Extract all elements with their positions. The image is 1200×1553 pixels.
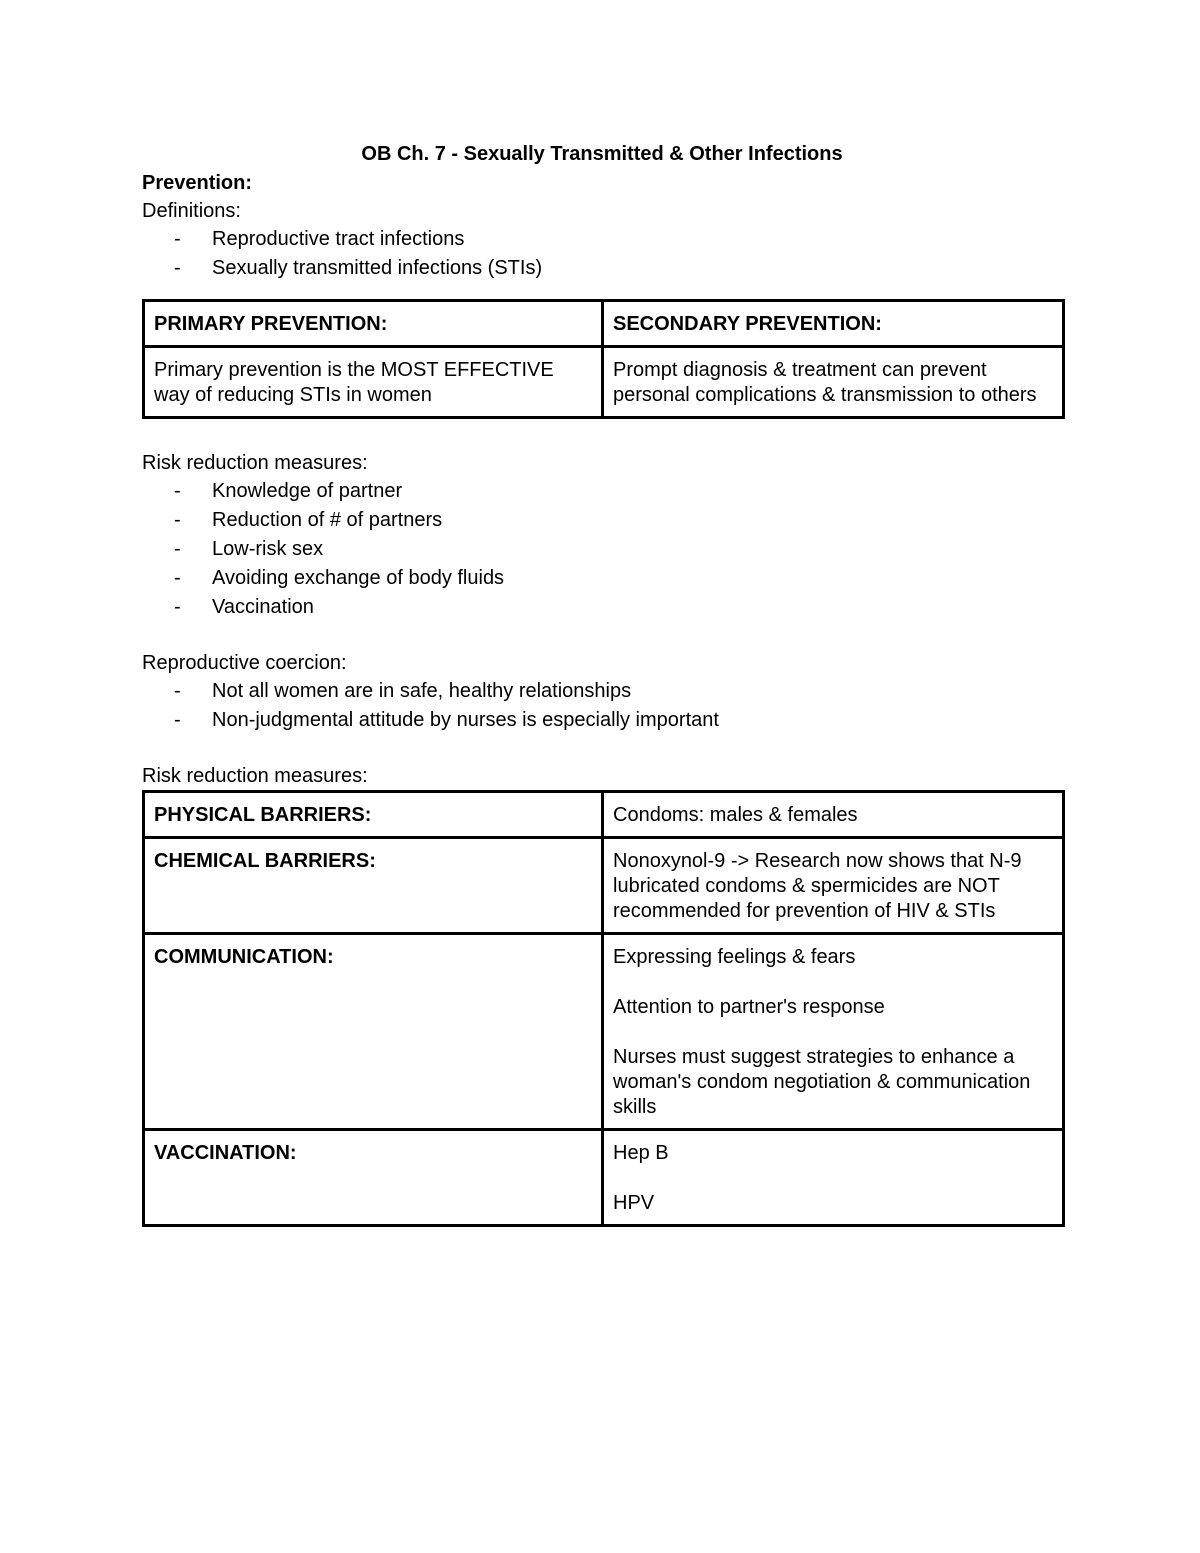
dash-bullet: - bbox=[174, 680, 181, 702]
page-title: OB Ch. 7 - Sexually Transmitted & Other Infections bbox=[361, 143, 843, 165]
cell-paragraph: Expressing feelings & fears bbox=[613, 946, 856, 968]
list-item-text: Reduction of # of partners bbox=[212, 509, 443, 531]
list-item bbox=[142, 564, 1062, 593]
dash-bullet: - bbox=[174, 709, 181, 731]
document-page bbox=[142, 140, 1062, 1227]
primary-prevention-header: PRIMARY PREVENTION: bbox=[144, 301, 603, 347]
prevention-table bbox=[142, 299, 1065, 419]
vaccination-cell bbox=[603, 1130, 1064, 1226]
list-item-text: Sexually transmitted infections (STIs) bbox=[212, 257, 543, 279]
list-item-text: Avoiding exchange of body fluids bbox=[212, 567, 505, 589]
list-item bbox=[142, 254, 1062, 283]
primary-prevention-cell: Primary prevention is the MOST EFFECTIVE way of reducing STIs in women bbox=[144, 347, 603, 418]
table-row bbox=[144, 301, 1064, 347]
risk-reduction-list bbox=[142, 477, 1062, 622]
risk-reduction-table-label: Risk reduction measures: bbox=[142, 765, 368, 787]
list-item-text: Knowledge of partner bbox=[212, 480, 403, 502]
dash-bullet: - bbox=[174, 596, 181, 618]
dash-bullet: - bbox=[174, 538, 181, 560]
dash-bullet: - bbox=[174, 228, 181, 250]
list-item bbox=[142, 593, 1062, 622]
definitions-label: Definitions: bbox=[142, 200, 241, 222]
list-item bbox=[142, 706, 1062, 735]
cell-paragraph: HPV bbox=[613, 1192, 655, 1214]
list-item bbox=[142, 506, 1062, 535]
secondary-prevention-cell: Prompt diagnosis & treatment can prevent personal complications & transmission to others bbox=[603, 347, 1064, 418]
list-item-text: Reproductive tract infections bbox=[212, 228, 465, 250]
physical-barriers-header: PHYSICAL BARRIERS: bbox=[144, 792, 603, 838]
list-item-text: Low-risk sex bbox=[212, 538, 324, 560]
definitions-list bbox=[142, 225, 1062, 283]
cell-paragraph: Hep B bbox=[613, 1142, 669, 1164]
table-row bbox=[144, 838, 1064, 934]
list-item-text: Vaccination bbox=[212, 596, 314, 618]
table-row bbox=[144, 792, 1064, 838]
cell-paragraph: Attention to partner's response bbox=[613, 996, 885, 1018]
secondary-prevention-header: SECONDARY PREVENTION: bbox=[603, 301, 1064, 347]
chemical-barriers-header: CHEMICAL BARRIERS: bbox=[144, 838, 603, 934]
cell-paragraph: Nonoxynol-9 -> Research now shows that N-9 lubricated condoms & spermicides are NOT recommended for prevention of HIV & STIs bbox=[613, 850, 1022, 922]
reproductive-coercion-label: Reproductive coercion: bbox=[142, 652, 347, 674]
cell-paragraph: Nurses must suggest strategies to enhance a woman's condom negotiation & communication skills bbox=[613, 1046, 1031, 1118]
dash-bullet: - bbox=[174, 567, 181, 589]
dash-bullet: - bbox=[174, 509, 181, 531]
dash-bullet: - bbox=[174, 480, 181, 502]
risk-reduction-table bbox=[142, 790, 1065, 1227]
chemical-barriers-cell bbox=[603, 838, 1064, 934]
prevention-heading: Prevention: bbox=[142, 172, 253, 194]
table-row bbox=[144, 1130, 1064, 1226]
list-item-text: Non-judgmental attitude by nurses is especially important bbox=[212, 709, 719, 731]
risk-reduction-label: Risk reduction measures: bbox=[142, 452, 368, 474]
table-row bbox=[144, 347, 1064, 418]
list-item bbox=[142, 535, 1062, 564]
list-item-text: Not all women are in safe, healthy relationships bbox=[212, 680, 632, 702]
dash-bullet: - bbox=[174, 257, 181, 279]
cell-paragraph: Condoms: males & females bbox=[613, 804, 858, 826]
reproductive-coercion-list bbox=[142, 677, 1062, 735]
communication-cell bbox=[603, 934, 1064, 1130]
list-item bbox=[142, 225, 1062, 254]
list-item bbox=[142, 677, 1062, 706]
list-item bbox=[142, 477, 1062, 506]
table-row bbox=[144, 934, 1064, 1130]
vaccination-header: VACCINATION: bbox=[144, 1130, 603, 1226]
physical-barriers-cell bbox=[603, 792, 1064, 838]
communication-header: COMMUNICATION: bbox=[144, 934, 603, 1130]
